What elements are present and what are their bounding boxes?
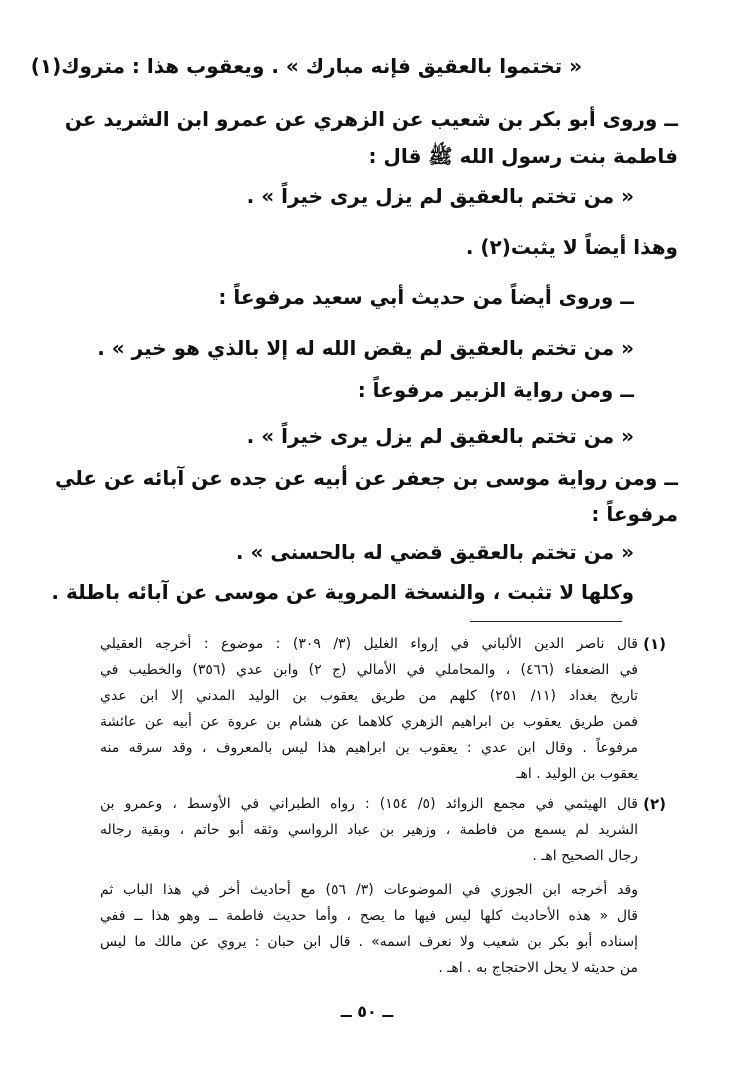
footnote-line: رجال الصحيح اهـ . bbox=[532, 848, 638, 864]
text-line: « من تختم بالعقيق قضي له بالحسنى » . bbox=[235, 540, 634, 564]
footnote-line: يعقوب بن الوليد . اهـ bbox=[516, 766, 638, 782]
footnote-line: من حديثه لا يحل الاحتجاج به . اهـ . bbox=[438, 960, 638, 976]
text-line: فاطمة بنت رسول الله ﷺ قال : bbox=[368, 144, 678, 168]
text-line: مرفوعاً : bbox=[591, 502, 678, 526]
text-line: « من تختم بالعقيق لم يزل يرى خيراً » . bbox=[246, 424, 634, 448]
footnote-line: وقد أخرجه ابن الجوزي في الموضوعات (٣/ ٥٦) مع أحاديث أخر في هذا الباب ثم bbox=[100, 882, 639, 898]
text-line: ــ وروى أبو بكر بن شعيب عن الزهري عن عمرو ابن الشريد عن bbox=[64, 107, 678, 131]
footnote-number: (٢) bbox=[643, 795, 666, 813]
footnote-line: مرفوعاً . وقال ابن عدي : يعقوب بن ابراهيم هذا ليس بالمعروف ، وقد سرقه منه bbox=[100, 740, 638, 756]
footnote-line: فمن طريق يعقوب بن ابراهيم الزهري كلاهما عن هشام بن عروة عن أبيه عن عائشة bbox=[100, 714, 638, 730]
footnote-line: في الضعفاء (٤٦٦) ، والمحاملي في الأمالي (ج ٢) وابن عدي (٣٥٦) والخطيب في bbox=[100, 662, 638, 678]
footnote-line: قال ناصر الدين الألباني في إرواء الغليل (٣/ ٣٠٩) : موضوع : أخرجه العقيلي bbox=[100, 636, 638, 652]
page-number: ــ ٥٠ ــ bbox=[340, 1002, 394, 1021]
footnote-line: إسناده أبو بكر بن شعيب ولا نعرف اسمه» . قال ابن حبان : يروي عن مالك ما ليس bbox=[100, 934, 638, 950]
footnote-divider bbox=[470, 621, 622, 622]
text-line: ــ ومن رواية موسى بن جعفر عن أبيه عن جده عن آبائه عن علي bbox=[55, 466, 678, 490]
text-line: « تختموا بالعقيق فإنه مبارك » . ويعقوب هذا : متروك(١) bbox=[30, 54, 582, 78]
text-line: ــ ومن رواية الزبير مرفوعاً : bbox=[357, 378, 634, 402]
footnote-line: قال « هذه الأحاديث كلها ليس فيها ما يصح ، وأما حديث فاطمة ــ وهو هذا ــ ففي bbox=[100, 908, 638, 924]
footnote-line: قال الهيثمي في مجمع الزوائد (٥/ ١٥٤) : رواه الطبراني في الأوسط ، وعمرو بن bbox=[100, 796, 638, 812]
text-line: « من تختم بالعقيق لم يقض الله له إلا بالذي هو خير » . bbox=[97, 336, 634, 360]
text-line: وهذا أيضاً لا يثبت(٢) . bbox=[465, 235, 678, 259]
footnote-number: (١) bbox=[643, 635, 666, 653]
footnote-line: تاريخ بغداد (١١/ ٢٥١) كلهم من طريق يعقوب بن الوليد المدني إلا ابن عدي bbox=[100, 688, 638, 704]
text-line: « من تختم بالعقيق لم يزل يرى خيراً » . bbox=[246, 184, 634, 208]
text-line: ــ وروى أيضاً من حديث أبي سعيد مرفوعاً : bbox=[218, 285, 634, 309]
text-line: وكلها لا تثبت ، والنسخة المروية عن موسى عن آبائه باطلة . bbox=[51, 580, 634, 604]
footnote-line: الشريد لم يسمع من فاطمة ، وزهير بن عباد الرواسي وثقه أبو حاتم ، وبقية رجاله bbox=[100, 822, 638, 838]
